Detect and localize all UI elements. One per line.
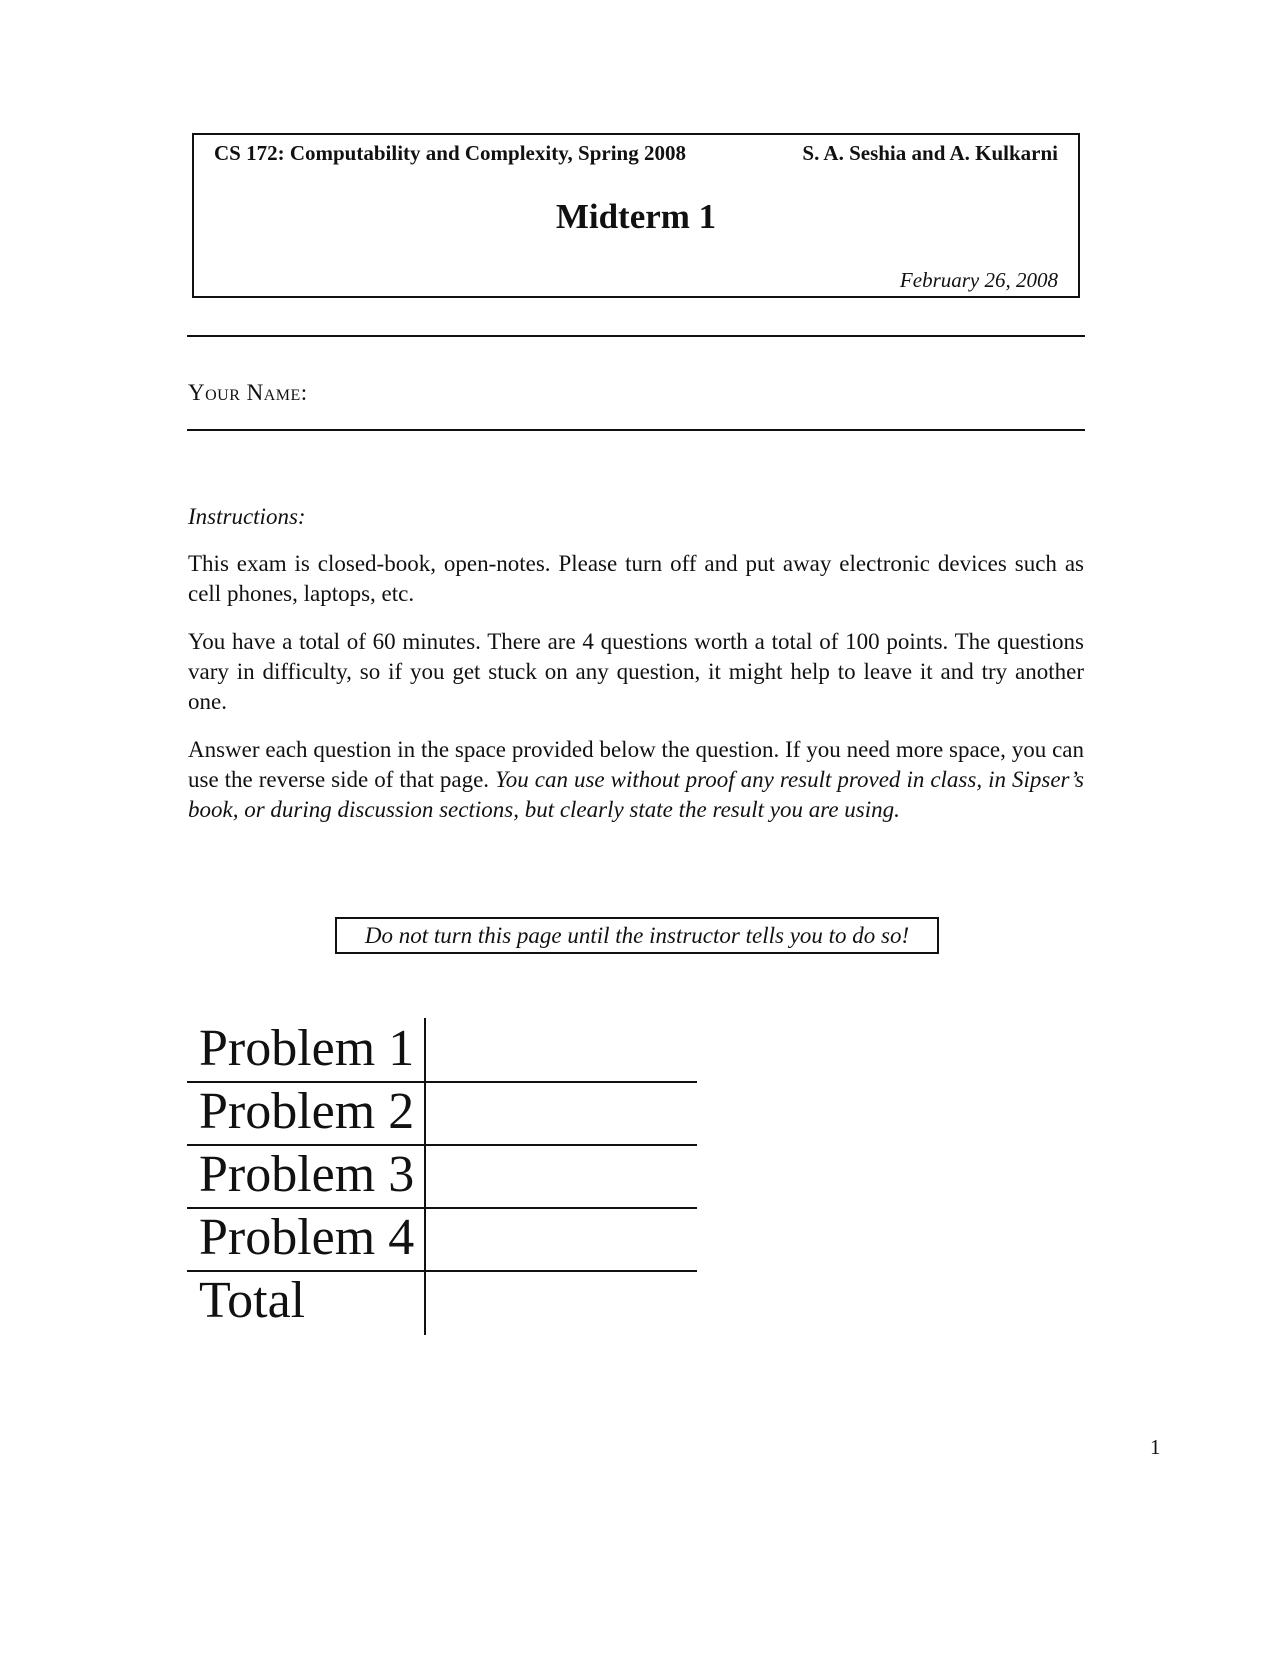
exam-title: Midterm 1	[555, 197, 717, 236]
name-label: Your Name:	[188, 380, 308, 405]
exam-date: February 26, 2008	[899, 268, 1058, 292]
score-row-problem-1	[187, 1018, 697, 1083]
score-cell[interactable]	[426, 1081, 697, 1144]
score-row-problem-2	[187, 1081, 697, 1146]
name-rule-bottom	[187, 429, 1085, 431]
score-cell[interactable]	[426, 1018, 697, 1081]
header-box	[192, 133, 1080, 298]
course-title: CS 172: Computability and Complexity, Spring 2008	[214, 141, 686, 165]
instructors: S. A. Seshia and A. Kulkarni	[802, 141, 1058, 165]
score-cell[interactable]	[426, 1144, 697, 1207]
notice-box: Do not turn this page until the instructor tells you to do so!	[335, 917, 939, 954]
score-label: Problem 3	[199, 1146, 415, 1203]
score-label: Problem 1	[199, 1020, 415, 1077]
instructions-paragraph-2: You have a total of 60 minutes. There are 4 questions worth a total of 100 points. The questions vary in difficulty, so if you get stuck on any question, it might help to leave it and try another one.	[188, 629, 1084, 714]
score-row-problem-3	[187, 1144, 697, 1209]
score-table	[187, 1018, 697, 1335]
score-label: Problem 4	[199, 1209, 415, 1266]
instructions-paragraph-3	[188, 735, 1084, 825]
score-label: Problem 2	[199, 1083, 415, 1140]
score-label: Total	[199, 1272, 306, 1329]
score-cell[interactable]	[426, 1270, 697, 1333]
score-row-total	[187, 1270, 697, 1333]
instructions-heading: Instructions:	[188, 504, 306, 529]
page-number: 1	[1150, 1435, 1161, 1459]
score-table-divider	[424, 1018, 426, 1335]
instructions-paragraph-3-plain: Answer each question in the space provided below the question. If you need more space, you can use the reverse side of that page.	[188, 737, 1084, 792]
name-rule-top	[187, 335, 1085, 337]
instructions-paragraph-1: This exam is closed-book, open-notes. Please turn off and put away electronic devices such as cell phones, laptops, etc.	[188, 551, 1084, 606]
instructions-paragraph-3-italic: You can use without proof any result proved in class, in Sipser’s book, or during discussion sections, but clearly state the result you are using.	[188, 767, 1084, 822]
score-row-problem-4	[187, 1207, 697, 1272]
score-cell[interactable]	[426, 1207, 697, 1270]
